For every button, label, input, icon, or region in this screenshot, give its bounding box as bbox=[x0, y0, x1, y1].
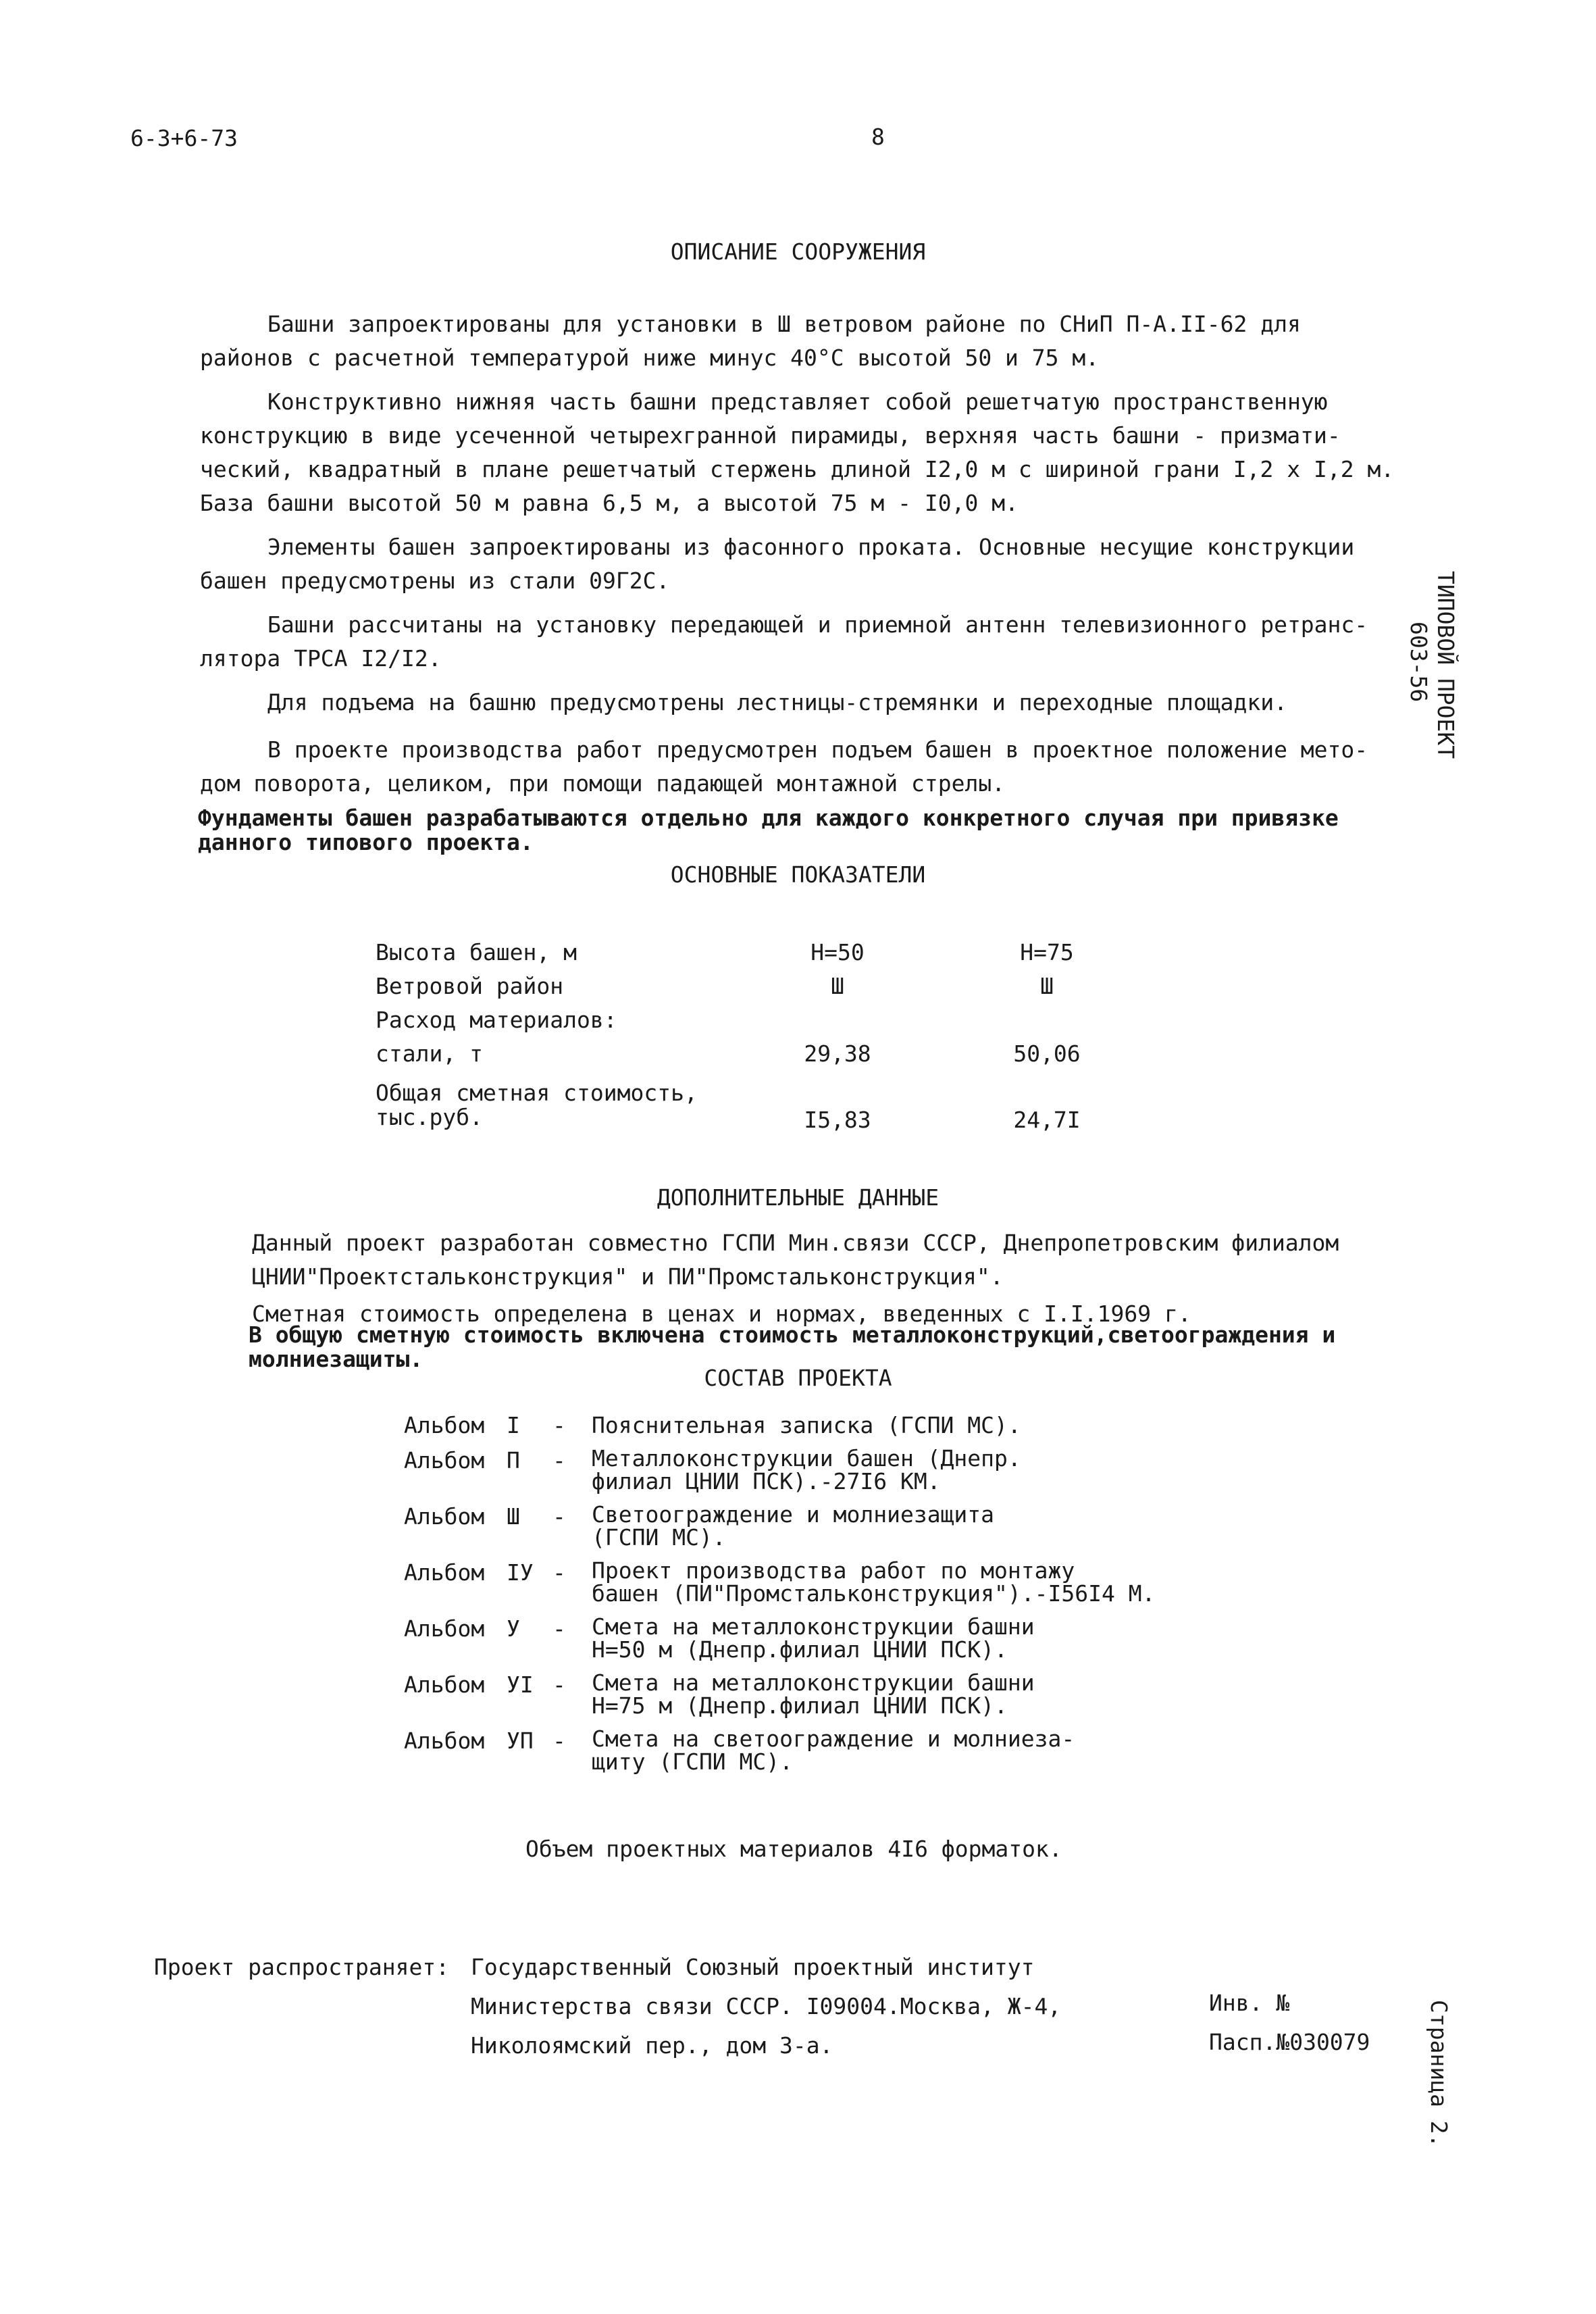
album-description-line: Проект производства работ по монтажу bbox=[592, 1557, 1075, 1584]
wind-region-50: Ш bbox=[831, 973, 844, 999]
paragraph-ladders bbox=[200, 686, 1436, 720]
text-line: лятора ТРСА I2/I2. bbox=[200, 645, 442, 672]
album-number: Ш bbox=[507, 1503, 520, 1530]
paragraph-construction bbox=[200, 385, 1436, 520]
project-type-stamp: ТИПОВОЙ ПРОЕКТ bbox=[1433, 571, 1459, 759]
section-title-additional: ДОПОЛНИТЕЛЬНЫЕ ДАННЫЕ bbox=[657, 1184, 939, 1211]
steel-75: 50,06 bbox=[1013, 1040, 1081, 1067]
album-description-line: Н=75 м (Днепр.филиал ЦНИИ ПСК). bbox=[592, 1692, 1008, 1719]
text-line: конструкцию в виде усеченной четырехгранной пирамиды, верхняя часть башни - призмати- bbox=[200, 422, 1341, 449]
album-description-line: Пояснительная записка (ГСПИ МС). bbox=[592, 1412, 1021, 1438]
album-description-line: башен (ПИ"Промстальконструкция").-I56I4 М. bbox=[592, 1580, 1156, 1607]
additional-line: Данный проект разработан совместно ГСПИ Мин.связи СССР, Днепропетровским филиалом bbox=[252, 1230, 1339, 1256]
album-dash: - bbox=[552, 1412, 566, 1438]
album-name: Альбом bbox=[404, 1412, 485, 1438]
album-description-line: Металлоконструкции башен (Днепр. bbox=[592, 1445, 1021, 1472]
text-line: Конструктивно нижняя часть башни представляет собой решетчатую пространственную bbox=[267, 388, 1328, 415]
distributor-address bbox=[471, 1948, 1061, 2065]
album-dash: - bbox=[552, 1447, 566, 1474]
album-description-line: филиал ЦНИИ ПСК).-27I6 КМ. bbox=[592, 1468, 941, 1494]
text-line: Для подъема на башню предусмотрены лестницы-стремянки и переходные площадки. bbox=[267, 689, 1287, 715]
album-dash: - bbox=[552, 1671, 566, 1698]
text-line: Башни запроектированы для установки в Ш ветровом районе по СНиП П-А.II-62 для bbox=[267, 311, 1301, 337]
distributor-label: Проект распространяет: bbox=[154, 1954, 450, 1980]
album-name: Альбом bbox=[404, 1447, 485, 1474]
wind-region-label: Ветровой район bbox=[376, 973, 564, 999]
steel-label: стали, т bbox=[376, 1040, 483, 1067]
section-title-composition: СОСТАВ ПРОЕКТА bbox=[704, 1365, 892, 1391]
materials-volume: Объем проектных материалов 4I6 форматок. bbox=[525, 1836, 1062, 1862]
album-description bbox=[592, 1728, 1075, 1774]
cost-label-line: тыс.руб. bbox=[376, 1104, 483, 1130]
distributor-line: Николоямский пер., дом 3-а. bbox=[471, 2032, 833, 2059]
album-description-line: Н=50 м (Днепр.филиал ЦНИИ ПСК). bbox=[592, 1636, 1008, 1663]
album-description-line: щиту (ГСПИ МС). bbox=[592, 1749, 794, 1775]
additional-line: Сметная стоимость определена в ценах и нормах, введенных с I.I.1969 г. bbox=[252, 1301, 1191, 1327]
text-line: База башни высотой 50 м равна 6,5 м, а высотой 75 м - I0,0 м. bbox=[200, 490, 1019, 516]
album-description bbox=[592, 1414, 1021, 1437]
additional-line: В общую сметную стоимость включена стоимость металлоконструкций,светоограждения и bbox=[249, 1322, 1336, 1348]
paragraph-antennas bbox=[200, 608, 1436, 676]
album-description bbox=[592, 1615, 1035, 1661]
album-description bbox=[592, 1503, 994, 1549]
album-dash: - bbox=[552, 1503, 566, 1530]
distributor-line: Министерства связи СССР. I09004.Москва, Ж-4, bbox=[471, 1993, 1062, 2019]
album-description bbox=[592, 1559, 1155, 1605]
album-description-line: Смета на светоограждение и молниеза- bbox=[592, 1726, 1075, 1752]
steel-50: 29,38 bbox=[804, 1040, 871, 1067]
distributor-line: Государственный Союзный проектный институт bbox=[471, 1954, 1035, 1980]
album-number: I bbox=[507, 1412, 520, 1438]
passport-number: Пасп.№030079 bbox=[1209, 2029, 1370, 2055]
album-number: П bbox=[507, 1447, 520, 1474]
album-dash: - bbox=[552, 1615, 566, 1642]
text-line: ческий, квадратный в плане решетчатый стержень длиной I2,0 м с шириной грани I,2 х I,2 м. bbox=[200, 456, 1395, 482]
cost-label-line: Общая сметная стоимость, bbox=[376, 1080, 698, 1106]
additional-line: ЦНИИ"Проектстальконструкция" и ПИ"Промстальконструкция". bbox=[252, 1263, 1004, 1290]
album-description bbox=[592, 1671, 1035, 1717]
album-number: IУ bbox=[507, 1559, 534, 1586]
album-name: Альбом bbox=[404, 1671, 485, 1698]
album-number: УI bbox=[507, 1671, 534, 1698]
text-line: районов с расчетной температурой ниже минус 40°С высотой 50 и 75 м. bbox=[200, 345, 1100, 371]
album-dash: - bbox=[552, 1728, 566, 1754]
paragraph-wind-region bbox=[200, 307, 1436, 375]
project-number-stamp: 603-56 bbox=[1406, 622, 1432, 703]
text-line: Башни рассчитаны на установку передающей и приемной антенн телевизионного ретранс- bbox=[267, 611, 1368, 638]
album-dash: - bbox=[552, 1559, 566, 1586]
height-75: Н=75 bbox=[1020, 939, 1074, 965]
section-title-description: ОПИСАНИЕ СООРУЖЕНИЯ bbox=[670, 238, 926, 265]
album-description bbox=[592, 1447, 1021, 1493]
text-line: Элементы башен запроектированы из фасонного проката. Основные несущие конструкции bbox=[267, 534, 1355, 560]
album-description-line: Светоограждение и молниезащита bbox=[592, 1501, 995, 1528]
materials-label: Расход материалов: bbox=[376, 1007, 617, 1033]
paragraph-erection bbox=[200, 733, 1436, 801]
album-name: Альбом bbox=[404, 1503, 485, 1530]
album-number: У bbox=[507, 1615, 520, 1642]
text-line: Фундаменты башен разрабатываются отдельно для каждого конкретного случая при привязке bbox=[198, 805, 1339, 831]
album-description-line: (ГСПИ МС). bbox=[592, 1524, 726, 1551]
album-name: Альбом bbox=[404, 1615, 485, 1642]
cost-label bbox=[376, 1081, 698, 1130]
page-number: 8 bbox=[871, 124, 885, 150]
document-code: 6-3+6-73 bbox=[130, 125, 238, 151]
paragraph-elements bbox=[200, 530, 1436, 598]
wind-region-75: Ш bbox=[1040, 973, 1054, 999]
album-description-line: Смета на металлоконструкции башни bbox=[592, 1613, 1035, 1640]
text-line: данного типового проекта. bbox=[198, 829, 534, 855]
album-description-line: Смета на металлоконструкции башни bbox=[592, 1669, 1035, 1696]
text-line: В проекте производства работ предусмотрен подъем башен в проектное положение мето- bbox=[267, 736, 1368, 763]
album-name: Альбом bbox=[404, 1728, 485, 1754]
cost-75: 24,7I bbox=[1013, 1107, 1081, 1133]
inventory-number: Инв. № bbox=[1209, 1990, 1290, 2016]
text-line: башен предусмотрены из стали 09Г2С. bbox=[200, 568, 670, 594]
section-title-indicators: ОСНОВНЫЕ ПОКАЗАТЕЛИ bbox=[670, 861, 926, 888]
paragraph-foundations bbox=[198, 806, 1434, 855]
height-label: Высота башен, м bbox=[376, 939, 577, 965]
album-number: УП bbox=[507, 1728, 534, 1754]
page-label-stamp: Страница 2. bbox=[1426, 2000, 1452, 2148]
additional-line: молниезащиты. bbox=[249, 1346, 423, 1372]
album-name: Альбом bbox=[404, 1559, 485, 1586]
cost-50: I5,83 bbox=[804, 1107, 871, 1133]
height-50: Н=50 bbox=[810, 939, 865, 965]
text-line: дом поворота, целиком, при помощи падающей монтажной стрелы. bbox=[200, 770, 1006, 797]
